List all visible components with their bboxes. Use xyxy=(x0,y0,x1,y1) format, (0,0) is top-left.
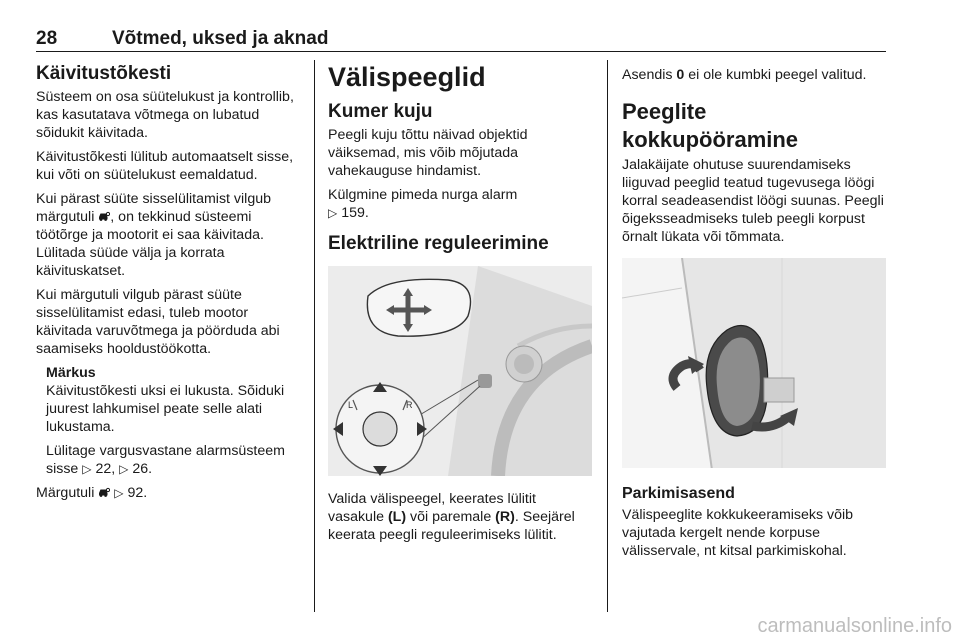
watermark: carmanualsonline.info xyxy=(757,615,952,637)
reference-arrow-icon: ▷ xyxy=(119,462,129,476)
caption: Valida välispeegel, keerates lülitit vasakule (L) või paremale (R). Seejärel keerata peegli reguleerimiseks lülitit. xyxy=(328,491,575,543)
mirror-folding-illustration xyxy=(622,258,886,468)
car-key-icon xyxy=(98,211,110,222)
reference-arrow-icon: ▷ xyxy=(82,462,92,476)
note-title: Märkus xyxy=(46,365,96,381)
paragraph: Külgmine pimeda nurga alarm ▷ 159. xyxy=(328,187,518,221)
reference-arrow-icon: ▷ xyxy=(114,486,124,500)
subsection-title: Kumer kuju xyxy=(328,101,433,122)
section-title-mirrors: Välispeeglid xyxy=(328,62,486,92)
paragraph: Välispeeglite kokkukeeramiseks võib vajutada kergelt nende korpuse välisservale, nt kitsal parkimiskohal. xyxy=(622,507,854,559)
header-divider xyxy=(36,51,886,52)
column-exterior-mirrors xyxy=(328,60,594,550)
column-divider xyxy=(607,60,608,612)
subsection-title: Elektriline reguleerimine xyxy=(328,233,549,254)
paragraph: Kui pärast süüte sisselülitamist vilgub märgutuli , on tekkinud süsteemi töötõrge ja mootorit ei saa käivitada. Lülitada süüde välja ja korrata käivituskatset. xyxy=(36,191,271,279)
subsection-title: Peeglite kokkupööramine xyxy=(622,99,799,152)
car-key-icon xyxy=(98,487,110,498)
section-title-immobiliser: Käivitustõkesti xyxy=(36,63,172,84)
chapter-title: Võtmed, uksed ja aknad xyxy=(112,28,329,49)
mirror-switch-illustration xyxy=(328,266,592,476)
paragraph: Peegli kuju tõttu näivad objektid väiksemad, mis võib mõjutada vahekauguse hindamist. xyxy=(328,127,528,179)
paragraph: Jalakäijate ohutuse suurendamiseks liiguvad peeglid teatud tugevusega löögi korral seadeasendist löögi suunas. Peegli õigeksseadmiseks tuleb peegli korpust õrnalt lükata või tõmmata. xyxy=(622,157,884,245)
paragraph: Kui märgutuli vilgub pärast süüte sisselülitamist edasi, tuleb mootor käivitada varuvõtmega ja pöörduda abi saamiseks hooldustöökotta. xyxy=(36,287,280,357)
reference-arrow-icon: ▷ xyxy=(328,206,338,220)
page-reference[interactable]: 26 xyxy=(132,461,149,477)
page-header xyxy=(36,24,886,54)
note-box xyxy=(46,364,302,478)
page-number: 28 xyxy=(36,28,58,49)
paragraph: Märgutuli ▷ 92. xyxy=(36,485,148,501)
paragraph: Asendis 0 ei ole kumbki peegel valitud. xyxy=(622,67,867,83)
page-reference[interactable]: 159 xyxy=(341,205,365,221)
note-paragraph: Käivitustõkesti uksi ei lukusta. Sõiduki juurest lahkumisel peate selle alati lukustama. xyxy=(46,383,285,435)
column-immobiliser xyxy=(36,60,302,508)
note-paragraph: Lülitage vargusvastane alarmsüsteem sisse ▷ 22, ▷ 26. xyxy=(46,443,285,477)
switch-label-l: L xyxy=(348,400,354,410)
paragraph: Käivitustõkesti lülitub automaatselt sisse, kui võti on süütelukust eemaldatud. xyxy=(36,149,294,183)
switch-label-r: R xyxy=(406,400,413,410)
page-reference[interactable]: 92 xyxy=(127,485,144,501)
mirror-switch-drawing xyxy=(328,266,592,476)
column-folding xyxy=(622,60,888,566)
column-divider xyxy=(314,60,315,612)
paragraph: Süsteem on osa süütelukust ja kontrollib, kas kasutatava võtmega on lubatud sõidukit käivitada. xyxy=(36,89,294,141)
page-reference[interactable]: 22 xyxy=(95,461,112,477)
mirror-folding-drawing xyxy=(622,258,886,468)
subsection-title: Parkimisasend xyxy=(622,485,735,502)
